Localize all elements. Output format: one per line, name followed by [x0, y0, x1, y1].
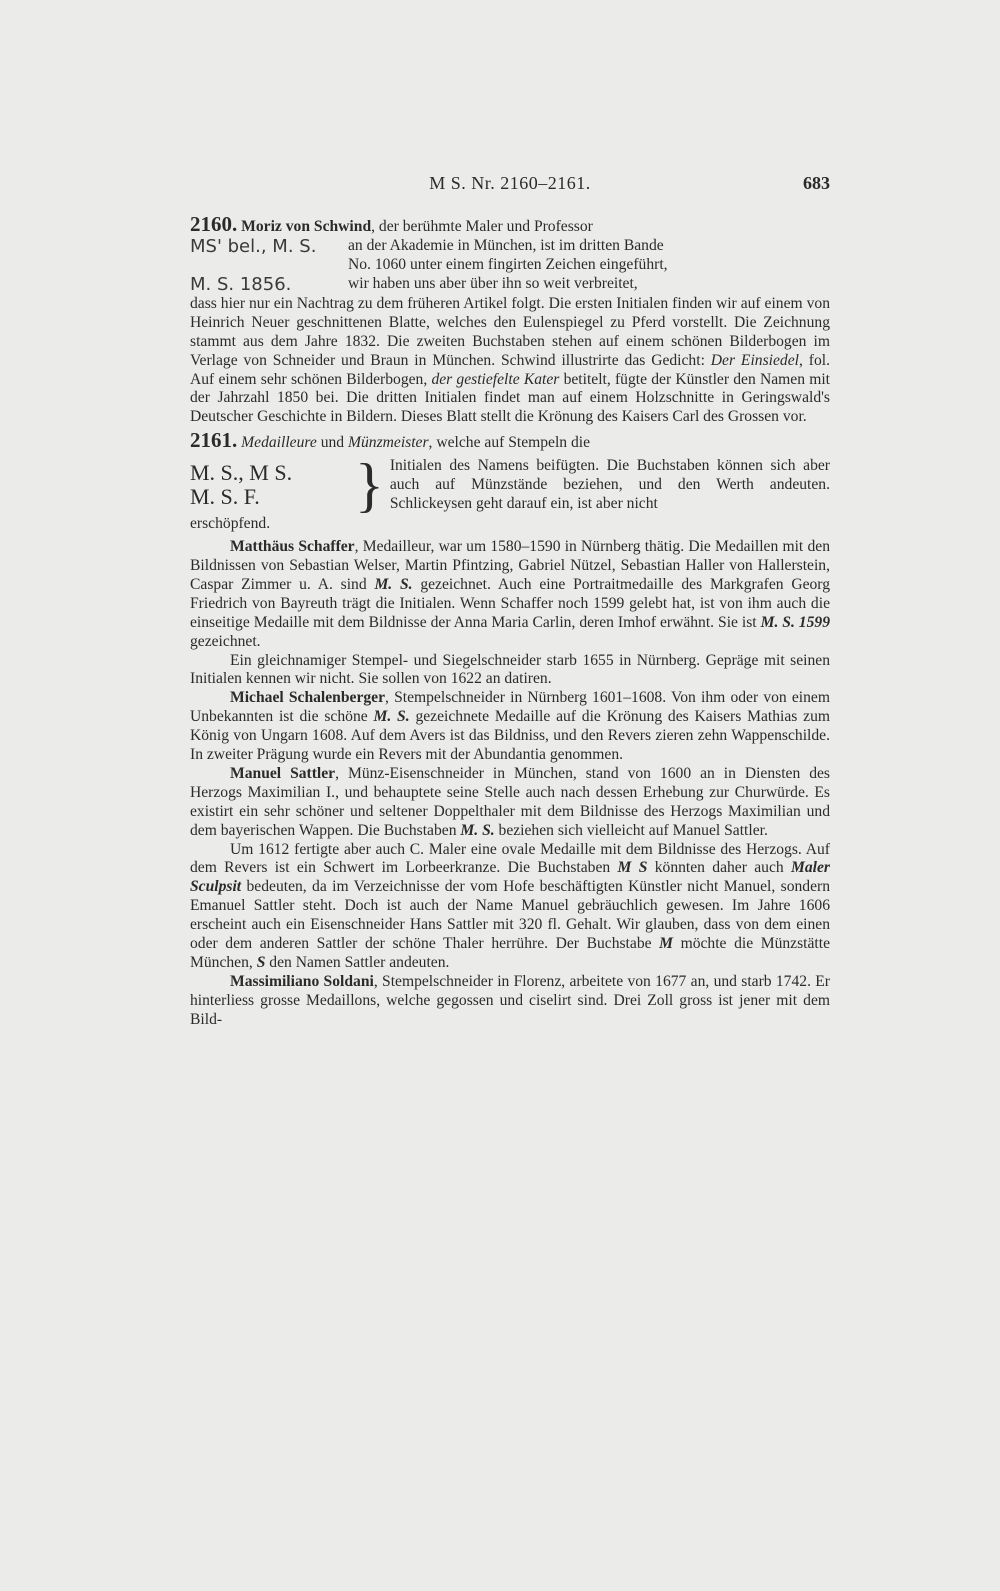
entry-2160-first-line — [190, 212, 830, 237]
page-header — [190, 173, 830, 203]
entry-text: betitelt, fügte der Künstler den Namen mit der Jahrzahl 1850 bei. Die dritten Initialen findet man auf einem Holzschnitte in Geringswald's Deutscher Geschichte in Bildern. Dieses Blatt stellt die Krönung des Kaisers Carl des Grossen vor. — [190, 370, 830, 426]
monogram: M. S. — [460, 821, 495, 839]
entry-text: dass hier nur ein Nachtrag zu dem früheren Artikel folgt. Die ersten Initialen finden wir auf einem von Heinrich Neuer geschnittenen Blatte, welches den Eulenspiegel zu Pferd vorstellt. Die Zeichnung stammt aus dem Jahre 1832. Die zweiten Buchstaben stehen auf einem schönen Bilderbogen im Verlage von Schneider und Braun in München. Schwind illustrirte das Gedicht: — [190, 294, 830, 369]
entry-text: gezeichnete Medaille auf die Krönung des Kaisers Mathias zum König von Ungarn 1608. Auf dem Avers ist das Bildniss, und den Revers zieren zehn Wappenschilde. In zweiter Prägung wurde ein Revers mit der Abundantia genommen. — [190, 708, 830, 764]
monogram: M. S. F. — [190, 484, 260, 510]
running-title: M S. Nr. 2160–2161. — [429, 173, 591, 193]
monogram: M S — [617, 859, 648, 877]
hand-monogram-1: MS' bel., M. S. — [190, 235, 317, 257]
artist-name: Moriz von Schwind — [241, 218, 372, 235]
monogram: M — [659, 935, 673, 953]
brace-glyph: } — [355, 452, 384, 519]
entry-text: gezeichnet. — [190, 632, 261, 650]
entry-text: , Münz-Eisenschneider in München, stand von 1600 an in Diensten des Herzogs Maximilian I., und behauptete seine Stelle auch nach dessen Erhebung zur Churwürde. Es existirt ein sehr schöner und seltener Doppelthaler mit dem Bildnisse des Herzogs Maximilian und dem bayerischen Wappen. Die Buchstaben — [190, 764, 830, 839]
paragraph-maler — [190, 841, 830, 973]
entry-number: 2160. — [190, 212, 238, 236]
monogram: Maler Sculpsit — [190, 859, 830, 896]
monogram: M. S. 1599 — [760, 613, 830, 631]
entry-text: , Medailleur, war um 1580–1590 in Nürnberg thätig. Die Medaillen mit den Bildnissen von Sebastian Welser, Martin Pfintzing, Gabriel Nützel, Sebastian Haller von Hallerstein, Caspar Zimmer u. A. sind — [190, 538, 830, 593]
entry-text: den Namen Sattler andeuten. — [265, 954, 450, 971]
monogram: M. S. — [374, 575, 413, 593]
entry-2161-first-line — [190, 428, 830, 453]
entry-2160-hand-block — [190, 237, 830, 295]
hand-monogram-2: M. S. 1856. — [190, 273, 292, 295]
paragraph-stempelschneider: Ein gleichnamiger Stempel- und Siegelschneider starb 1655 in Nürnberg. Gepräge mit seinen Initialen kennen wir nicht. Sie sollen von 1622 an datiren. — [190, 651, 830, 688]
entry-text: möchte die Münzstätte München, — [190, 935, 830, 971]
monogram: M. S. — [373, 708, 410, 726]
entry-text: , welche auf Stempeln die — [428, 434, 591, 452]
monogram-list — [190, 461, 355, 509]
entry-2160-text — [190, 295, 830, 427]
monogram: M. S., M S. — [190, 460, 293, 486]
paragraph-schaffer — [190, 538, 830, 651]
monogram: S — [256, 954, 266, 971]
entry-text: , der berühmte Maler und Professor — [371, 218, 593, 235]
artist-name: Michael Schalenberger — [230, 689, 386, 707]
artist-name: Matthäus Schaffer — [230, 538, 355, 556]
entry-text: gezeichnet. Auch eine Portraitmedaille des Markgrafen Georg Friedrich von Bayreuth trägt die Initialen. Wenn Schaffer noch 1599 gelebt hat, ist von ihm auch die einseitige Medaille mit dem Bildnisse der Anna Maria Carlin, deren Imhof erwähnt. Sie ist — [190, 575, 831, 631]
paragraph-soldani — [190, 973, 830, 1030]
entry-text-line: No. 1060 unter einem fingirten Zeichen eingeführt, — [348, 255, 668, 273]
entry-text: beziehen sich vielleicht auf Manuel Sattler. — [494, 821, 768, 839]
artist-name: Massimiliano Soldani — [230, 972, 374, 990]
entry-text-line: wir haben uns aber über ihn so weit verbreitet, — [348, 274, 638, 292]
entry-text: und — [316, 434, 348, 452]
entry-text: , fol. Auf einem sehr schönen Bilderbogen, — [190, 351, 830, 388]
section-title: Münzmeister — [347, 434, 429, 452]
entry-text: Initialen des Namens beifügten. Die Buchstaben können sich aber auch auf Münzstände beziehen, und den Werth andeuten. Schlickeysen geht darauf ein, ist aber nicht — [389, 456, 830, 512]
handwritten-monograms — [190, 237, 340, 295]
work-title: der gestiefelte Kater — [431, 370, 560, 388]
entry-text: , Stempelschneider in Florenz, arbeitete von 1677 an, und starb 1742. Er hinterliess grosse Medaillons, welche gegossen und ciselirt sind. Drei Zoll gross ist jener mit dem Bild- — [190, 972, 830, 1028]
page-body — [190, 212, 831, 1030]
paragraph-sattler — [190, 765, 830, 841]
monogram-brace-block — [190, 452, 830, 519]
entry-text: , Stempelschneider in Nürnberg 1601–1608. Von ihm oder von einem Unbekannten ist die schöne — [190, 689, 830, 726]
entry-text-line: an der Akademie in München, ist im dritten Bande — [348, 236, 664, 254]
entry-text: könnten daher auch — [647, 859, 792, 877]
entry-number: 2161. — [190, 428, 238, 453]
section-title: Medailleure — [241, 434, 317, 452]
entry-text: bedeuten, da im Verzeichnisse der vom Hofe beschäftigten Künstler nicht Manuel, sondern Emanuel Sattler steht. Doch ist auch der Name Manuel gebräuchlich gewesen. Im Jahre 1606 erscheint auch ein Eisenschneider Hans Sattler mit 320 fl. Gehalt. Wir glauben, dass von dem einen oder dem anderen Sattler der schöne Thaler herrühre. Der Buchstabe — [190, 878, 830, 953]
entry-text: erschöpfend. — [190, 515, 271, 533]
page-number: 683 — [803, 173, 830, 193]
artist-name: Manuel Sattler — [230, 764, 336, 782]
entry-text: Um 1612 fertigte aber auch C. Maler eine ovale Medaille mit dem Bildnisse des Herzogs. Auf dem Revers ist ein Schwert im Lorbeerkranze. Die Buchstaben — [190, 840, 830, 877]
paragraph-schalenberger — [190, 689, 830, 765]
work-title: Der Einsiedel — [710, 351, 799, 369]
